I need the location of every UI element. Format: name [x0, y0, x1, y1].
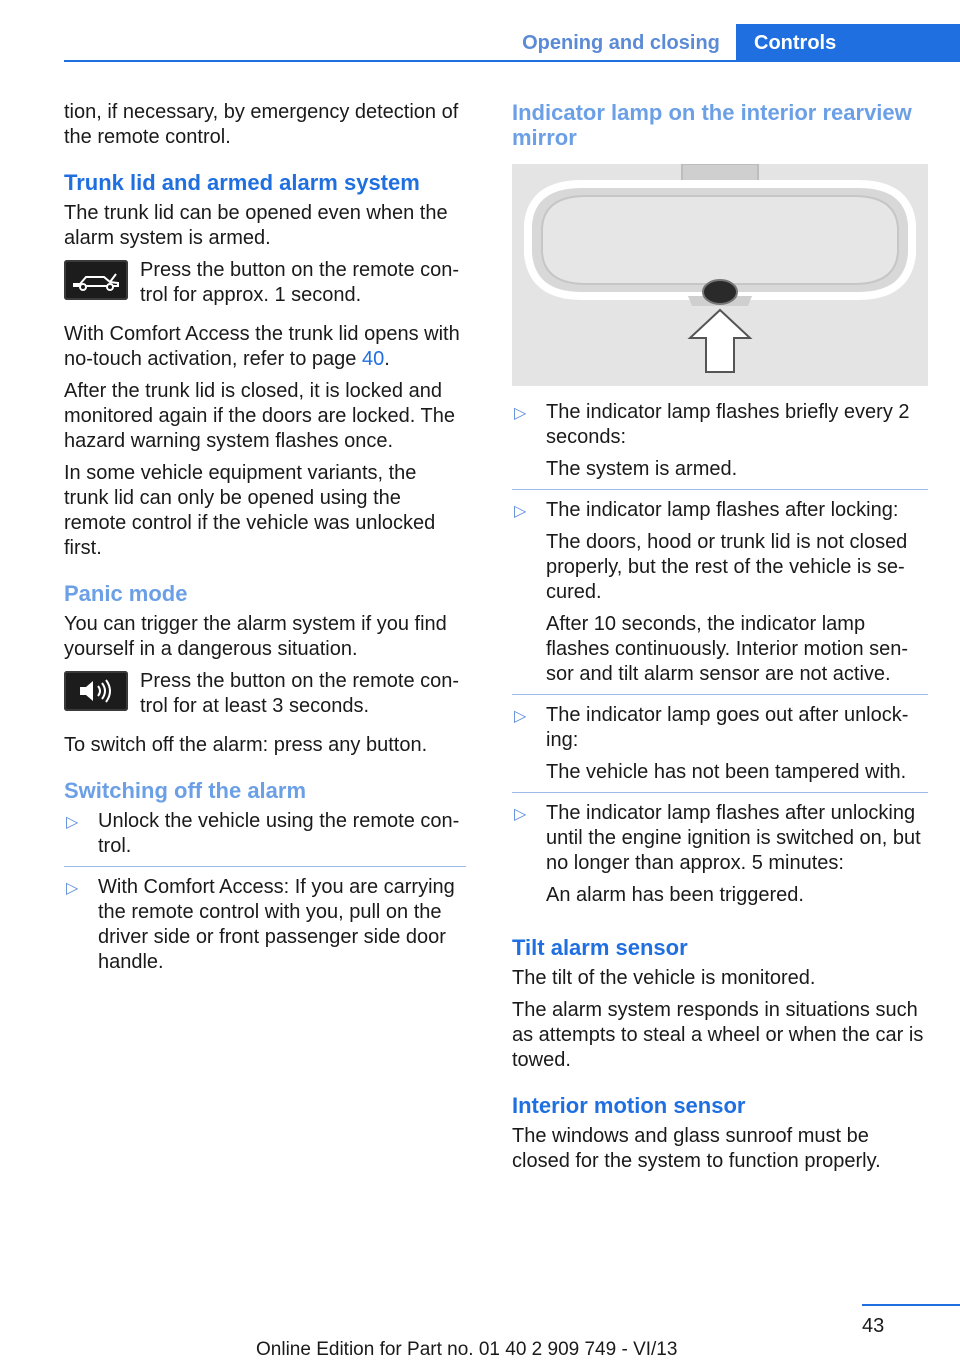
header-section-title: Opening and closing: [522, 31, 720, 54]
trunk-paragraph-2-end: .: [384, 348, 390, 370]
trunk-paragraph-2-text: With Comfort Access the trunk lid opens with no-touch activation, refer to page: [64, 323, 460, 370]
motion-paragraph-1: The windows and glass sunroof must be closed for the system to function properly.: [512, 1125, 881, 1172]
header-rule: [64, 60, 960, 62]
car-trunk-icon: [64, 260, 128, 300]
trunk-button-instruction: Press the button on the remote control for approx. 1 second.: [140, 259, 460, 306]
list-item: [64, 875, 466, 982]
page-number: 43: [862, 1315, 885, 1337]
list-item-detail: An alarm has been triggered.: [546, 884, 804, 906]
list-item: [512, 498, 928, 695]
trunk-paragraph-4: In some vehicle equipment variants, the trunk lid can only be opened using the remote control if the vehicle was unlocked first.: [64, 462, 436, 559]
list-item-text: Unlock the vehicle using the remote control.: [98, 810, 460, 857]
tilt-paragraph-1: The tilt of the vehicle is monitored.: [512, 967, 816, 989]
trunk-instruction: [64, 258, 466, 308]
footer-rule: [862, 1304, 960, 1306]
trunk-paragraph-3: After the trunk lid is closed, it is locked and monitored again if the doors are locked. The hazard warning system flashes once.: [64, 380, 455, 452]
tilt-paragraph-2: The alarm system responds in situations such as attempts to steal a wheel or when the car is towed.: [512, 999, 924, 1071]
rearview-mirror-illustration: [512, 164, 928, 386]
list-item-detail: After 10 seconds, the indicator lamp flashes continuously. Interior motion sensor and tilt alarm sensor are not active.: [546, 613, 909, 685]
motion-heading: Interior motion sensor: [512, 1093, 746, 1118]
list-item-detail: The doors, hood or trunk lid is not closed properly, but the rest of the vehicle is secured.: [546, 531, 908, 603]
speaker-sound-icon: [64, 671, 128, 711]
panic-instruction: [64, 669, 466, 719]
list-item: [64, 809, 466, 867]
triangle-bullet-icon: ▷: [66, 880, 79, 897]
list-item-detail: The system is armed.: [546, 458, 738, 480]
left-column: [64, 100, 466, 990]
page-reference-link[interactable]: 40: [361, 348, 385, 370]
list-item: [512, 400, 928, 490]
switchoff-heading: Switching off the alarm: [64, 778, 307, 803]
indicator-list: [512, 400, 928, 915]
footer-edition-text: Online Edition for Part no. 01 40 2 909 749 - VI/13: [256, 1339, 678, 1360]
triangle-bullet-icon: ▷: [514, 503, 527, 520]
list-item: [512, 801, 928, 915]
right-column: [512, 100, 928, 1181]
panic-button-instruction: Press the button on the remote control for at least 3 seconds.: [140, 670, 460, 717]
list-item-text: The indicator lamp flashes briefly every 2 seconds:: [546, 401, 910, 448]
list-item-detail: The vehicle has not been tampered with.: [546, 761, 907, 783]
list-item-text: With Comfort Access: If you are carrying the remote control with you, pull on the driver side or front passenger side door handle.: [98, 876, 455, 973]
triangle-bullet-icon: ▷: [514, 708, 527, 725]
tilt-heading: Tilt alarm sensor: [512, 935, 688, 960]
panic-paragraph-2: To switch off the alarm: press any button.: [64, 734, 428, 756]
list-item-text: The indicator lamp flashes after unlocking until the engine ignition is switched on, but no longer than approx. 5 minutes:: [546, 802, 921, 874]
indicator-heading: Indicator lamp on the interior rearview mirror: [512, 100, 912, 150]
trunk-paragraph-1: The trunk lid can be opened even when the alarm system is armed.: [64, 202, 448, 249]
list-item-text: The indicator lamp flashes after locking:: [546, 499, 899, 521]
triangle-bullet-icon: ▷: [514, 405, 527, 422]
list-item: [512, 703, 928, 793]
trunk-heading: Trunk lid and armed alarm system: [64, 170, 420, 195]
panic-paragraph-1: You can trigger the alarm system if you find yourself in a dangerous situation.: [64, 613, 447, 660]
header-chapter-tab: Controls: [736, 24, 960, 62]
triangle-bullet-icon: ▷: [514, 806, 527, 823]
triangle-bullet-icon: ▷: [66, 814, 79, 831]
switchoff-list: [64, 809, 466, 982]
trunk-paragraph-2: [64, 322, 466, 372]
panic-heading: Panic mode: [64, 581, 188, 606]
list-item-text: The indicator lamp goes out after unlocking:: [546, 704, 909, 751]
intro-paragraph: tion, if necessary, by emergency detection of the remote control.: [64, 101, 459, 148]
